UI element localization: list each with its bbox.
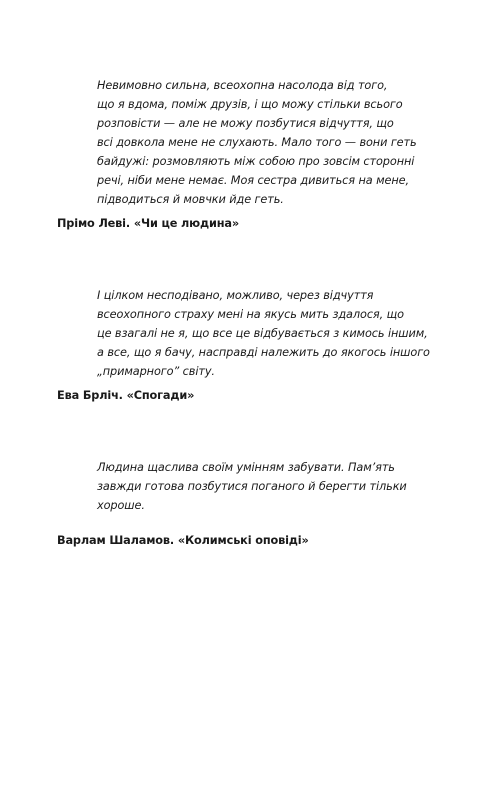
epigraph-quote-3 [97, 458, 407, 515]
quote-line: хороше. [97, 499, 145, 512]
quote-line: речі, ніби мене немає. Моя сестра дивиться на мене, [97, 174, 409, 187]
epigraph-quote-2 [97, 286, 430, 381]
quote-line: всі довкола мене не слухають. Мало того — вони геть [97, 136, 417, 149]
quote-line: а все, що я бачу, насправді належить до якогось іншого [97, 346, 430, 359]
epigraph-attribution-3: Варлам Шаламов. «Колимські оповіді» [57, 534, 309, 547]
quote-line: завжди готова позбутися поганого й берегти тільки [97, 480, 407, 493]
quote-line: всеохопного страху мені на якусь мить здалося, що [97, 308, 404, 321]
quote-line: Невимовно сильна, всеохопна насолода від того, [97, 79, 388, 92]
epigraph-attribution-2: Ева Брліч. «Спогади» [57, 389, 195, 402]
quote-line: це взагалі не я, що все це відбувається з кимось іншим, [97, 327, 428, 340]
quote-line: І цілком несподівано, можливо, через відчуття [97, 289, 374, 302]
quote-line: „примарного” світу. [97, 365, 215, 378]
quote-line: байдужі: розмовляють між собою про зовсім сторонні [97, 155, 415, 168]
quote-line: Людина щаслива своїм умінням забувати. Пам’ять [97, 461, 395, 474]
epigraph-attribution-1: Прімо Леві. «Чи це людина» [57, 217, 239, 230]
quote-line: підводиться й мовчки йде геть. [97, 193, 284, 206]
quote-line: розповісти — але не можу позбутися відчуття, що [97, 117, 394, 130]
epigraph-quote-1 [97, 76, 417, 209]
quote-line: що я вдома, поміж друзів, і що можу стільки всього [97, 98, 403, 111]
